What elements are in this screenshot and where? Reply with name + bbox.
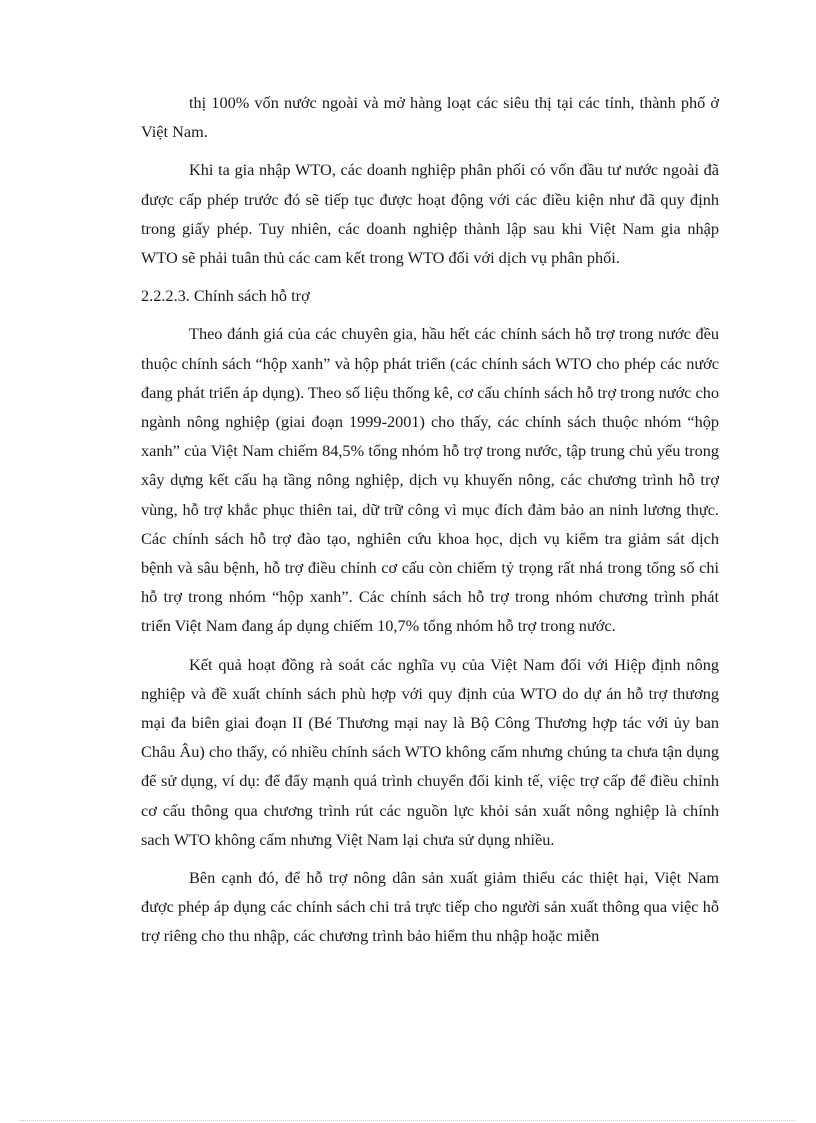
paragraph-2: Khi ta gia nhập WTO, các doanh nghiệp phân phối có vốn đầu tư nước ngoài đã được cấp phép trước đó sẽ tiếp tục được hoạt động với các điều kiện như đã quy định trong giấy phép. Tuy nhiên, các doanh nghiệp thành lập sau khi Việt Nam gia nhập WTO sẽ phải tuân thủ các cam kết trong WTO đối với dịch vụ phân phối.: [141, 160, 719, 268]
page-bottom-divider: [20, 1120, 796, 1121]
document-body: [141, 88, 719, 960]
paragraph-5: Bên cạnh đó, để hỗ trợ nông dân sản xuất giảm thiểu các thiệt hại, Việt Nam được phép áp dụng các chính sách chi trả trực tiếp cho người sản xuất thông qua việc hỗ trợ riêng cho thu nhập, các chương trình bảo hiểm thu nhập hoặc miễn: [141, 868, 719, 946]
section-heading: 2.2.2.3. Chính sách hỗ trợ: [141, 286, 310, 306]
paragraph-3: Theo đánh giá của các chuyên gia, hầu hết các chính sách hỗ trợ trong nước đều thuộc chính sách “hộp xanh” và hộp phát triển (các chính sách WTO cho phép các nước đang phát triển áp dụng). Theo số liệu thống kê, cơ cấu chính sách hỗ trợ trong nước cho ngành nông nghiệp (giai đoạn 1999-2001) cho thấy, các chính sách thuộc nhóm “hộp xanh” của Việt Nam chiếm 84,5% tổng nhóm hỗ trợ trong nước, tập trung chủ yếu trong xây dựng kết cấu hạ tầng nông nghiệp, dịch vụ khuyến nông, các chương trình hỗ trợ vùng, hỗ trợ khắc phục thiên tai, dữ trữ công vì mục đích đảm bảo an ninh lương thực. Các chính sách hỗ trợ đào tạo, nghiên cứu khoa học, dịch vụ kiểm tra giảm sát dịch bệnh và sâu bệnh, hỗ trợ điều chỉnh cơ cấu còn chiếm tỷ trọng rất nhá trong tổng số chi hỗ trợ trong nhóm “hộp xanh”. Các chính sách hỗ trợ trong nhóm chương trình phát triển Việt Nam đang áp dụng chiếm 10,7% tổng nhóm hỗ trợ trong nước.: [141, 324, 719, 636]
paragraph-1: thị 100% vốn nước ngoài và mở hàng loạt các siêu thị tại các tỉnh, thành phố ở Việt Nam.: [141, 93, 719, 142]
paragraph-4: Kết quả hoạt đồng rà soát các nghĩa vụ của Việt Nam đối với Hiệp định nông nghiệp và đề xuất chính sách phù hợp với quy định của WTO do dự án hỗ trợ thương mại đa biên giai đoạn II (Bé Thương mại nay là Bộ Công Thương hợp tác với ủy ban Châu Âu) cho thấy, có nhiều chính sách WTO không cấm nhưng chúng ta chưa tận dụng để sử dụng, ví dụ: để đẩy mạnh quá trình chuyển đổi kinh tế, việc trợ cấp để điều chỉnh cơ cấu thông qua chương trình rút các nguồn lực khỏi sản xuất nông nghiệp là chính sach WTO không cấm nhưng Việt Nam lại chưa sử dụng nhiều.: [141, 654, 719, 849]
